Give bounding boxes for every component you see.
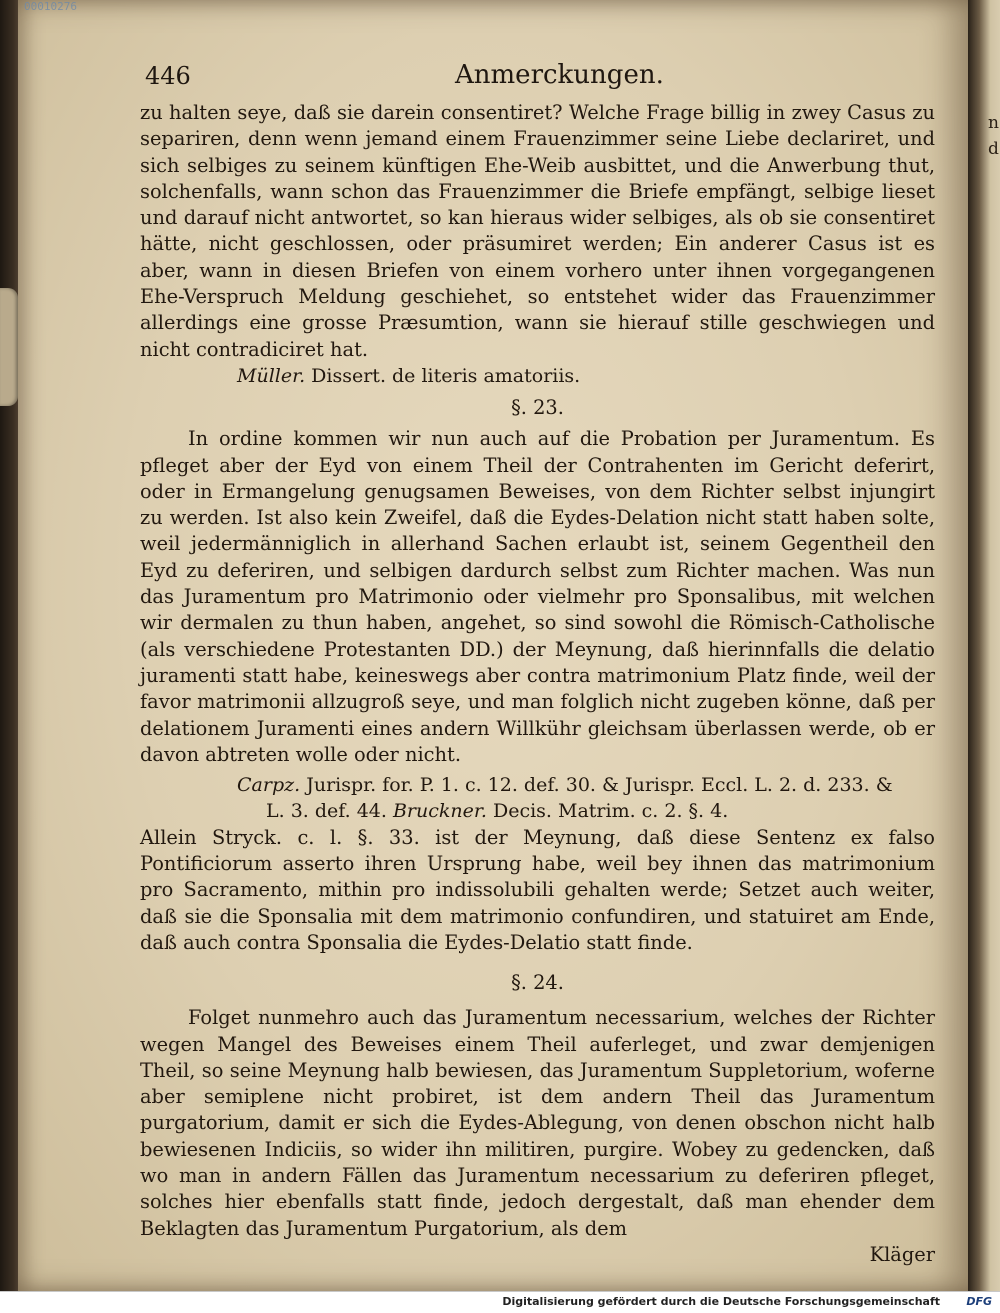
funding-credit: Digitalisierung gefördert durch die Deutsche Forschungsgemeinschaft bbox=[502, 1295, 940, 1308]
facing-page-letters: n d bbox=[988, 113, 999, 159]
page-tab bbox=[0, 288, 18, 406]
reference-bruckner bbox=[266, 798, 935, 824]
ref-author: Bruckner. bbox=[392, 800, 487, 823]
reference-carpzov bbox=[237, 772, 935, 798]
paragraph-2: In ordine kommen wir nun auch auf die Probation per Juramentum. Es pfleget aber der Eyd von einem Theil der Contrahenten im Gericht deferirt, oder in Ermangelung genugsamen Beweises, von dem Richter selbst injungirt zu werden. Ist also kein Zweifel, daß die Eydes-Delation nicht statt haben solte, weil jedermänniglich in allerhand Sachen erlaubt ist, seinem Gegentheil den Eyd zu deferiren, und selbigen dardurch selbst zum Richter machen. Was nun das Juramentum pro Matrimonio oder vielmehr pro Sponsalibus, mit welchen wir dermalen zu thun haben, angehet, so sind sowohl die Römisch-Catholische (als verschiedene Protestanten DD.) der Meynung, daß hierinnfalls die delatio juramenti statt habe, keineswegs aber contra matrimonium Platz finde, weil der favor matrimonii allzugroß seye, und man folglich nicht zugeben könne, daß per delationem Juramenti eines andern Willkühr gleichsam überlassen werde, ob er davon abtreten wolle oder nicht. bbox=[140, 427, 935, 766]
ref-text: L. 3. def. 44. bbox=[266, 800, 393, 823]
page-header bbox=[145, 62, 935, 94]
catchword: Kläger bbox=[869, 1242, 935, 1266]
ref-author: Müller. bbox=[237, 364, 306, 387]
section-heading-24: §. 24. bbox=[511, 971, 564, 995]
section-heading-23: §. 23. bbox=[511, 396, 564, 420]
dfg-logo: DFG bbox=[966, 1295, 992, 1308]
page-body bbox=[140, 100, 935, 1268]
ref-text: Decis. Matrim. c. 2. §. 4. bbox=[486, 800, 729, 823]
reference-mueller bbox=[237, 363, 935, 389]
paragraph-4: Folget nunmehro auch das Juramentum necessarium, welches der Richter wegen Mangel des Beweises einem Theil auferleget, und zwar demjenigen Theil, so seine Meynung halb bewiesen, das Juramentum Suppletorium, woferne aber semiplene nicht probiret, ist dem andern Theil das Juramentum purgatorium, damit er sich die Eydes-Ablegung, von denen obschon nicht halb bewiesenen Indiciis, so wider ihn militiren, purgire. Wobey zu gedencken, daß wo man in andern Fällen das Juramentum necessarium zu deferiren pfleget, solches hier ebenfalls statt finde, jedoch dergestalt, daß man ehender dem Beklagten das Juramentum Purgatorium, als dem bbox=[140, 1006, 935, 1240]
facing-page-gutter bbox=[968, 0, 1000, 1292]
ref-text: Dissert. de literis amatoriis. bbox=[305, 364, 581, 387]
paragraph-3: Allein Stryck. c. l. §. 33. ist der Meynung, daß diese Sentenz ex falso Pontificiorum asserto ihren Ursprung habe, weil bey ihnen das matrimonium pro Sacramento, mithin pro indissolubili gehalten werde; Setzet auch weiter, daß sie die Sponsalia mit dem matrimonio confundiren, und statuiret am Ende, daß auch contra Sponsalia die Eydes-Delatio statt finde. bbox=[140, 825, 935, 954]
digitization-footer bbox=[0, 1291, 1000, 1313]
ref-text: Jurispr. for. P. 1. c. 12. def. 30. & Jurispr. Eccl. L. 2. d. 233. & bbox=[300, 774, 893, 797]
paragraph-1: zu halten seye, daß sie darein consentiret? Welche Frage billig in zwey Casus zu separiren, denn wenn jemand einem Frauenzimmer seine Liebe declariret, und sich selbiges zu seinem künftigen Ehe-Weib ausbittet, und die Anwerbung thut, solchenfalls, wann schon das Frauenzimmer die Briefe empfängt, selbige lieset und darauf nicht antwortet, so kan hieraus wider selbiges, als ob sie consentiret hätte, nicht geschlossen, oder präsumiret werden; Ein anderer Casus ist es aber, wann in diesen Briefen von einem vorhero unter ihnen vorgegangenen Ehe-Verspruch Meldung geschiehet, so entstehet wider das Frauenzimmer allerdings eine grosse Præsumtion, wann sie hierauf stille geschwiegen und nicht contradiciret hat. bbox=[140, 101, 935, 361]
running-title: Anmerckungen. bbox=[455, 60, 664, 90]
ref-author: Carpz. bbox=[237, 774, 301, 797]
page-number: 446 bbox=[145, 62, 191, 90]
scan-stamp: 00010276 bbox=[24, 0, 77, 13]
